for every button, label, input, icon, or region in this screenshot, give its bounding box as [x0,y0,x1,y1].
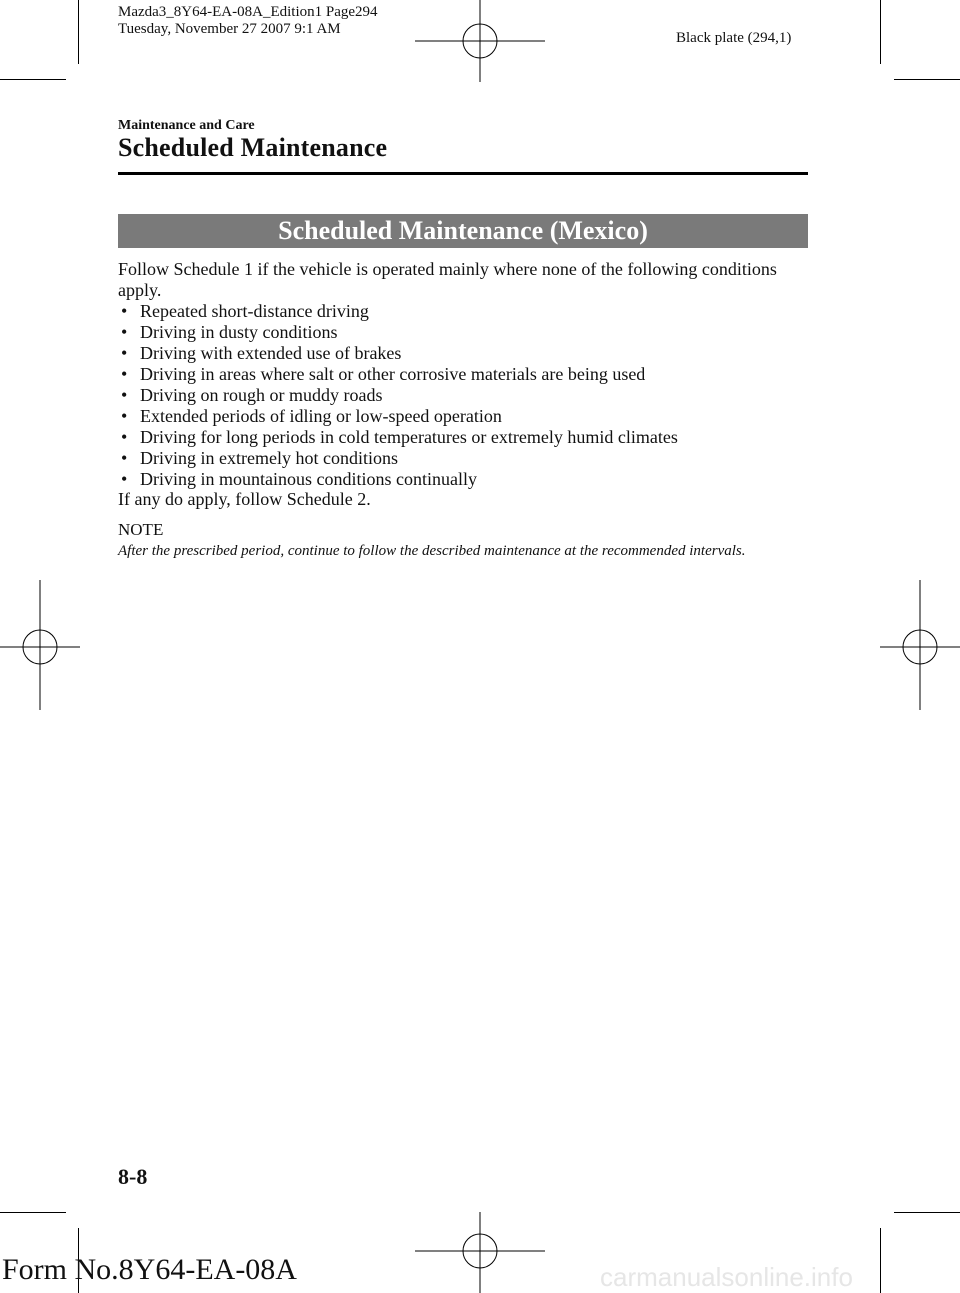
bullet-icon: • [121,448,128,468]
registration-mark-icon [415,1212,545,1293]
bullet-icon: • [121,322,128,342]
section-banner: Scheduled Maintenance (Mexico) [118,214,808,248]
list-item [118,469,810,490]
section-label: Maintenance and Care [118,118,255,133]
crop-mark [0,79,66,80]
list-item-text: Driving in mountainous conditions continually [140,469,477,489]
note-title: NOTE [118,520,164,539]
list-item [118,343,810,364]
print-info [118,4,378,38]
list-item-text: Driving with extended use of brakes [140,343,402,363]
registration-mark-icon [0,580,80,710]
condition-list [118,301,810,490]
list-item-text: Driving in dusty conditions [140,322,338,342]
list-item-text: Extended periods of idling or low-speed operation [140,406,502,426]
list-item-text: Driving for long periods in cold temperatures or extremely humid climates [140,427,678,447]
outro-paragraph: If any do apply, follow Schedule 2. [118,489,371,509]
chapter-title: Scheduled Maintenance [118,133,388,162]
print-info-line: Mazda3_8Y64-EA-08A_Edition1 Page294 [118,4,378,20]
list-item [118,427,810,448]
list-item [118,385,810,406]
bullet-icon: • [121,406,128,426]
intro-paragraph: Follow Schedule 1 if the vehicle is operated mainly where none of the following conditions apply. [118,259,777,300]
registration-mark-icon [415,0,545,82]
plate-label: Black plate (294,1) [676,30,792,46]
form-number: Form No.8Y64-EA-08A [2,1253,297,1286]
note-text: After the prescribed period, continue to follow the described maintenance at the recommended intervals. [118,543,746,559]
bullet-icon: • [121,469,128,489]
crop-mark [78,0,79,64]
list-item [118,406,810,427]
list-item-text: Driving in areas where salt or other corrosive materials are being used [140,364,646,384]
list-item-text: Driving on rough or muddy roads [140,385,383,405]
list-item [118,322,810,343]
watermark: carmanualsonline.info [600,1262,853,1292]
page-number: 8-8 [118,1164,148,1189]
crop-mark [894,79,960,80]
print-info-line: Tuesday, November 27 2007 9:1 AM [118,21,341,37]
list-item [118,364,810,385]
bullet-icon: • [121,301,128,321]
bullet-icon: • [121,343,128,363]
crop-mark [0,1212,66,1213]
crop-mark [894,1212,960,1213]
registration-mark-icon [880,580,960,710]
bullet-icon: • [121,385,128,405]
list-item [118,301,810,322]
header-rule [118,172,808,175]
crop-mark [880,1228,881,1293]
list-item-text: Repeated short-distance driving [140,301,369,321]
crop-mark [880,0,881,64]
list-item [118,448,810,469]
bullet-icon: • [121,364,128,384]
list-item-text: Driving in extremely hot conditions [140,448,398,468]
bullet-icon: • [121,427,128,447]
